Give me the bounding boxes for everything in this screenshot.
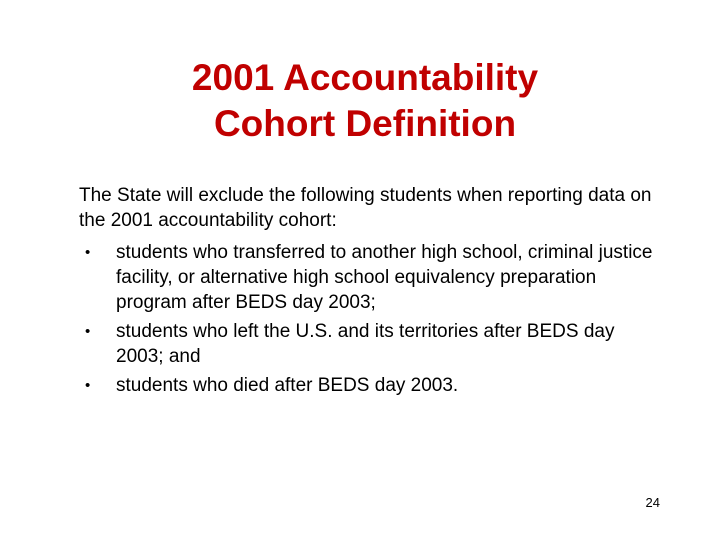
bullet-icon: • bbox=[85, 377, 91, 394]
bullet-text: students who died after BEDS day 2003. bbox=[116, 375, 459, 396]
bullet-icon: • bbox=[85, 323, 91, 340]
bullet-item bbox=[79, 319, 659, 369]
bullet-text: students who transferred to another high school, criminal justice facility, or alternative high school equivalency preparation program after BEDS day 2003; bbox=[116, 242, 653, 313]
intro-paragraph: The State will exclude the following students when reporting data on the 2001 accountability cohort: bbox=[79, 185, 652, 231]
bullet-text: students who left the U.S. and its territories after BEDS day 2003; and bbox=[116, 321, 615, 367]
bullet-item bbox=[79, 373, 659, 398]
slide-title bbox=[0, 55, 720, 147]
title-line-1: 2001 Accountability bbox=[191, 57, 539, 98]
page-number: 24 bbox=[645, 495, 660, 510]
bullet-icon: • bbox=[85, 244, 91, 261]
bullet-list bbox=[79, 240, 659, 402]
title-line-2: Cohort Definition bbox=[213, 103, 517, 144]
bullet-item bbox=[79, 240, 659, 315]
